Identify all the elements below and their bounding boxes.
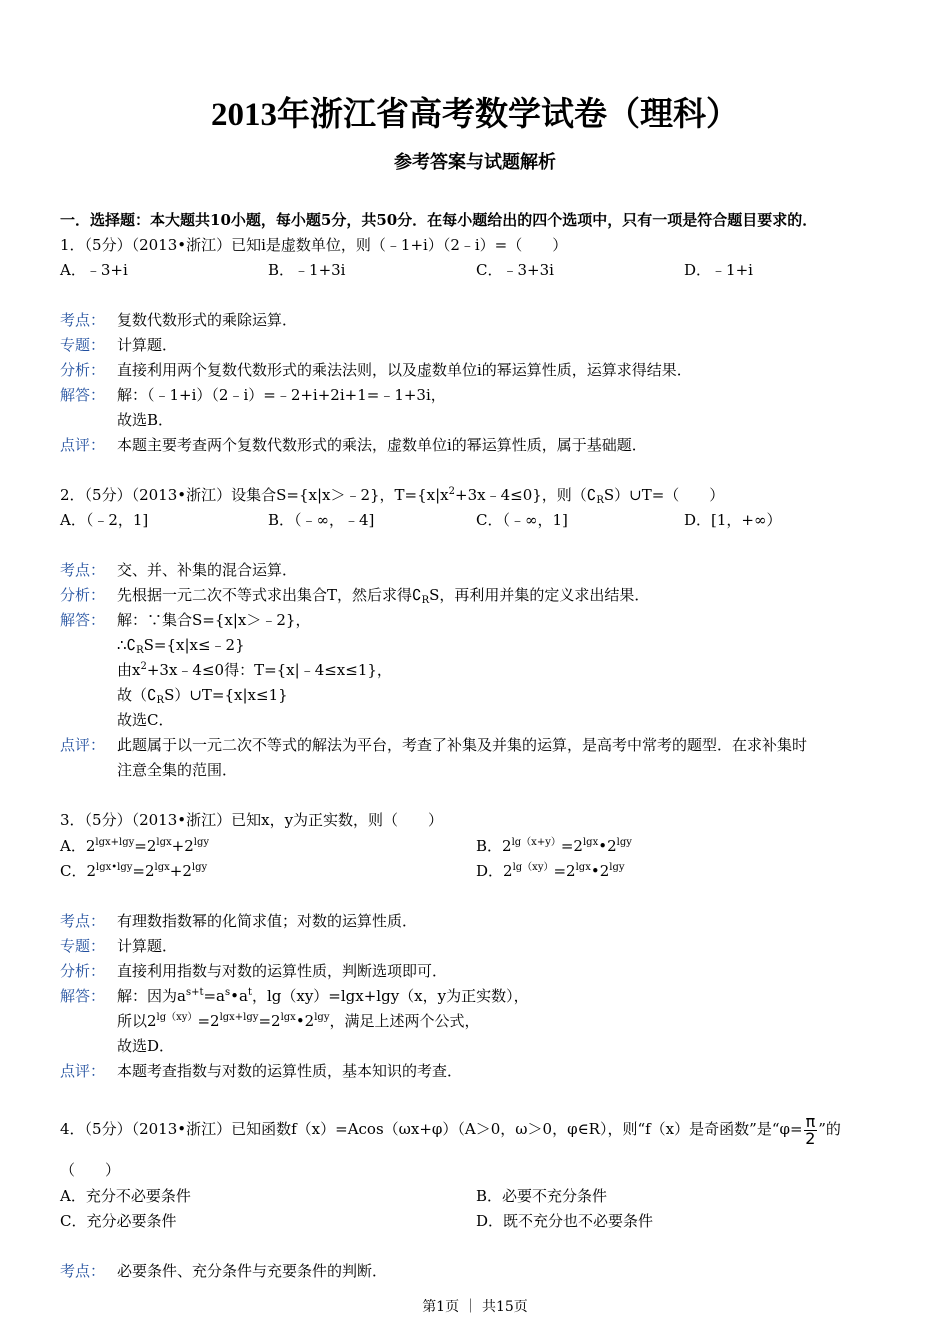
q3-kaodian-label: 考点： bbox=[60, 912, 106, 930]
q2-stem: 2．（5分）（2013•浙江）设集合S={x|x＞﹣2}，$T=\{x|x^2+3x﹣4\le 0\}$，则$(∁_RS)\cup T=$（ ） bbox=[60, 486, 725, 506]
q2-kaodian: 交、并、补集的混合运算． bbox=[117, 561, 298, 579]
pi-over-2-fraction: $\frac{\pi}{2}$ bbox=[805, 1111, 816, 1148]
q3-dianping-label: 点评： bbox=[60, 1062, 106, 1080]
q2-dianping-line-1: 此题属于以一元二次不等式的解法为平台，考查了补集及并集的运算，是高考中常考的题型．在求补集时 bbox=[117, 736, 808, 754]
q2-jieda-line-5: 故选C． bbox=[117, 711, 174, 729]
q3-zhuanti-label: 专题： bbox=[60, 937, 106, 955]
q2-option-c: C．（﹣∞，1] bbox=[476, 511, 568, 529]
q4-option-b: B．必要不充分条件 bbox=[476, 1187, 608, 1205]
q1-option-b: B．﹣1+3i bbox=[268, 261, 346, 279]
page-footer: 第1页 ｜ 共15页 bbox=[422, 1299, 528, 1315]
q4-stem: 4．（5分）（2013•浙江）已知函数f（x）=Acos（ωx+φ）（A＞0，ω＞0，φ∈R），则“f（x）是奇函数”是“φ= $\frac{\pi}{2}$ ”的 bbox=[60, 1111, 841, 1148]
q2-option-a: A．（﹣2，1] bbox=[60, 511, 149, 529]
q3-stem: 3．（5分）（2013•浙江）已知x，y为正实数，则（ ） bbox=[60, 811, 444, 829]
q1-jieda-line-2: 故选B． bbox=[117, 411, 174, 429]
q1-dianping-label: 点评： bbox=[60, 436, 106, 454]
q2-option-d: D．[1，+∞） bbox=[684, 511, 782, 529]
q2-jieda-line-3: 由$x^2+3x﹣4\le 0$得：T={x|﹣4≤x≤1}， bbox=[117, 661, 392, 679]
q3-jieda-line-2: 所以$2^{lg(xy)}=2^{lgx+lgy}=2^{lgx}•2^{lgy}$，满足上述两个公式， bbox=[117, 1012, 480, 1030]
q3-option-b: B．$2^{lg(x+y)}=2^{lgx}•2^{lgy}$ bbox=[476, 837, 632, 855]
q2-jieda-line-2: $\therefore∁_RS=\{x|x\le﹣2\}$ bbox=[117, 636, 245, 656]
q1-zhuanti-label: 专题： bbox=[60, 336, 106, 354]
q1-option-d: D．﹣1+i bbox=[684, 261, 753, 279]
page-title: 2013年浙江省高考数学试卷（理科） bbox=[211, 97, 739, 133]
q1-jieda-label: 解答： bbox=[60, 386, 106, 404]
q2-dianping-line-2: 注意全集的范围． bbox=[117, 761, 238, 779]
q3-jieda-line-1: 解：因为$a^{s+t}=a^s•a^t$，lg（xy）=lgx+lgy（x，y为正实数）， bbox=[117, 987, 529, 1005]
q2-jieda-line-4: 故$(∁_RS)\cup T=\{x|x\le 1\}$ bbox=[117, 686, 288, 706]
q1-option-c: C．﹣3+3i bbox=[476, 261, 554, 279]
q3-option-d: D．$2^{lg(xy)}=2^{lgx}•2^{lgy}$ bbox=[476, 862, 625, 880]
q2-fenxi: 先根据一元二次不等式求出集合T，然后求得$∁_RS$，再利用并集的定义求出结果． bbox=[117, 586, 650, 606]
q3-jieda-line-3: 故选D． bbox=[117, 1037, 175, 1055]
q1-kaodian-label: 考点： bbox=[60, 311, 106, 329]
q1-zhuanti: 计算题． bbox=[117, 336, 178, 354]
q1-stem: 1．（5分）（2013•浙江）已知i是虚数单位，则（﹣1+i）（2﹣i）=（ ） bbox=[60, 236, 568, 254]
q4-kaodian: 必要条件、充分条件与充要条件的判断． bbox=[117, 1262, 388, 1280]
q3-fenxi: 直接利用指数与对数的运算性质，判断选项即可． bbox=[117, 962, 448, 980]
page-subtitle: 参考答案与试题解析 bbox=[394, 152, 556, 173]
q2-dianping-label: 点评： bbox=[60, 736, 106, 754]
q3-option-c: C．$2^{lgx•lgy}=2^{lgx}+2^{lgy}$ bbox=[60, 862, 208, 880]
q4-option-a: A．充分不必要条件 bbox=[60, 1187, 191, 1205]
q4-option-d: D．既不充分也不必要条件 bbox=[476, 1212, 654, 1230]
q3-zhuanti: 计算题． bbox=[117, 937, 178, 955]
q2-kaodian-label: 考点： bbox=[60, 561, 106, 579]
q2-option-b: B．（﹣∞，﹣4] bbox=[268, 511, 375, 529]
q2-jieda-label: 解答： bbox=[60, 611, 106, 629]
q3-jieda-label: 解答： bbox=[60, 987, 106, 1005]
q3-fenxi-label: 分析： bbox=[60, 962, 106, 980]
q1-fenxi: 直接利用两个复数代数形式的乘法法则，以及虚数单位i的幂运算性质，运算求得结果． bbox=[117, 361, 692, 379]
q3-option-a: A．$2^{lgx+lgy}=2^{lgx}+2^{lgy}$ bbox=[60, 837, 210, 855]
q4-stem-blank: （ ） bbox=[60, 1161, 121, 1179]
q3-dianping: 本题考查指数与对数的运算性质，基本知识的考查． bbox=[117, 1062, 463, 1080]
q1-kaodian: 复数代数形式的乘除运算． bbox=[117, 311, 298, 329]
q1-jieda-line-1: 解：（﹣1+i）（2﹣i）=﹣2+i+2i+1=﹣1+3i， bbox=[117, 386, 446, 404]
q2-fenxi-label: 分析： bbox=[60, 586, 106, 604]
q1-option-a: A．﹣3+i bbox=[60, 261, 128, 279]
q4-kaodian-label: 考点： bbox=[60, 1262, 106, 1280]
q1-dianping: 本题主要考查两个复数代数形式的乘法，虚数单位i的幂运算性质，属于基础题． bbox=[117, 436, 647, 454]
q3-kaodian: 有理数指数幂的化简求值；对数的运算性质． bbox=[117, 912, 418, 930]
q2-jieda-line-1: 解：∵集合S={x|x＞﹣2}， bbox=[117, 611, 311, 629]
section-heading: 一．选择题：本大题共10小题，每小题5分，共50分．在每小题给出的四个选项中，只有一项是符合题目要求的． bbox=[60, 211, 818, 229]
q4-option-c: C．充分必要条件 bbox=[60, 1212, 177, 1230]
q1-fenxi-label: 分析： bbox=[60, 361, 106, 379]
